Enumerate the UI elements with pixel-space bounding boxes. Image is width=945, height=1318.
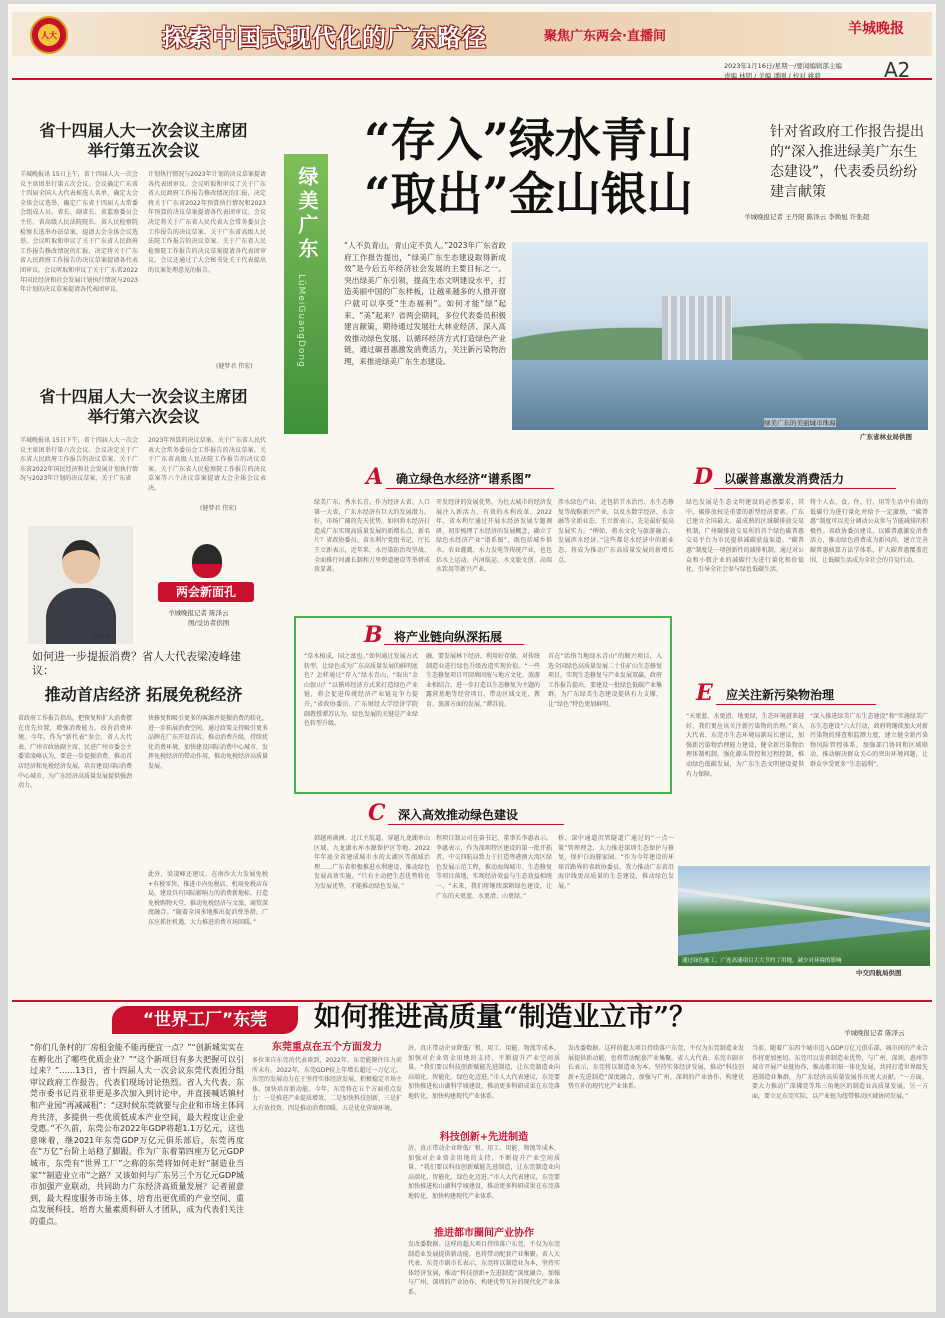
photo-towers	[662, 296, 732, 362]
bottom-byline: 羊城晚报记者 陈泽云	[844, 1029, 905, 1037]
zhuhai-city-photo	[512, 242, 928, 430]
bottom-tag: “世界工厂”东莞	[112, 1006, 298, 1034]
section-c-col2: 程项目制公司在奋书记、董事长李惠表示。李惠表示，作为深圳特区建设的第一批开拓者，中交四航局致力于打造粤港澳大湾区绿色发展示范工程，推动海绵城市、生态修复等项目落地，实现经济效益与生态效益相统一。“未来，我们将继续深耕绿色建设，让广东的天更蓝、水更清、山更绿。”	[436, 835, 552, 900]
photo-caption: 通过绿色施工，广连高速项目大大节约了用地，减少对环境的影响	[682, 958, 842, 964]
green-deck: 针对省政府工作报告提出的“深入推进绿美广东生态建设”，代表委员纷纷建言献策	[770, 124, 924, 200]
section-d-letter: D	[694, 464, 714, 490]
section-c-title: 深入高效推动绿色建设	[398, 808, 519, 822]
new-faces-col1: 省政府工作报告指出，把恢复和扩大消费摆在优先位置，增强消费能力，改善消费环境。今年，作为“新代表”参会，省人大代表、广州市政协副主席、民进广州市委会主委梁凌峰认为，要进一步提振消费，推动首店经济和免税经济发展，培育建设国际消费中心城市，为广东经济高质量发展提供强劲动力。	[18, 715, 132, 790]
bottom-headline: 如何推进高质量“制造业立市”？	[314, 1002, 697, 1033]
section-e-col1: “天更蓝、水更清、地更绿，生态环境越来越好，我们更应该关注新污染物的治理。”省人大代表、东莞市生态环境局副局长建议，加强新污染物治理能力建设，健全新污染物治理体制机制，强化源头管控和过程控制，推动绿色低碳发展，为广东生态文明建设提供有力保障。	[686, 713, 804, 778]
green-headline-line2: “取出”金山银山	[364, 167, 693, 221]
new-faces-question: 如何进一步提振消费？省人大代表梁凌峰建议：	[32, 650, 241, 677]
green-lead: “人不负青山，青山定不负人。”2023年广东省政府工作报告提出，“绿美广东生态建设取得新成效”是今后五年经济社会发展的主要目标之一。突出绿美广东引领，提高生态文明建设水平，打造美丽中国的广东样板，让越来越多的人推开窗户就可以享受“生态福利”。如何才能“绿”起来、“美”起来？省两会期间，多位代表委员积极建言献策，期待通过发展壮大林业经济、深入高效推动绿色发展、以循环经济方式打造绿色产业链，通过碳普惠激发消费活力，关注新污染物治理，来推进绿美广东生态建设。	[344, 241, 506, 366]
emblem-text: 人大	[41, 31, 57, 40]
new-faces-photo-credit: 图/受访者供图	[188, 619, 230, 627]
green-vertical-tab	[284, 154, 328, 434]
banner-date: 2023年1月16日/星期一/要闻编辑部主编	[724, 62, 842, 70]
new-faces-headline: 推动首店经济 拓展免税经济	[44, 685, 243, 704]
section-e-letter: E	[696, 680, 713, 706]
section-e-col2: “深入推进绿美广东生态建设”和“实施绿美广东生态建设”六大行动，政府将继续加大对新污染物的排查和监测力度，建立健全新污染物风险管控体系，加强部门协同和区域联动，推动解决群众关心的突出环境问题，让群众享受更多“生态福利”。	[810, 713, 928, 768]
bottom-col3a: 济，真正带动企业降低厂租、用工、用能、物流等成本，加强对企业资金用地的支持，不断提升产业空间质量。“我们要以科技创新赋能先进制造，让东莞制造业向高端化、智能化、绿色化迈进。”市人大代表建议，东莞要加快推进松山湖科学城建设，推动更多科研成果在东莞落地转化，加快构建现代产业体系。	[408, 1045, 560, 1100]
emblem-icon	[30, 16, 68, 54]
highway-photo-credit: 中交四航局供图	[856, 969, 902, 977]
section-a-col1: 绿美广东，秀水长青。作为经济大省、人口第一大省，广东水经济有巨大的发展潜力。好，市场广阔的先天优势。如何将水经济打造成广东实现高质量发展的新增长点，新名片？省政协委员、省水利厅党组书记、厅长王立新表示，近年来，水污染防治攻坚战、全面推行河湖长制和万里碧道建设等举措成效显著。	[314, 499, 430, 574]
section-b-col1: “草木植成，国之富也。”如何通过发展方式转型，让绿色成为广东高质量发展的鲜明底色？怎样通过“存入”绿水青山，“取出”金山银山？“以循环经济方式来打造绿色产业链，将会促进传统经济产业链竞争力提升，”省政协委员、广东财经大学经济学院副教授谭苏认为，绿色发展的关键是产业绿色转型升级。	[304, 653, 418, 728]
bottom-col5: 当前，随着广东四个城市迈入GDP万亿元俱乐部，城市间的产业合作将更加密切。东莞可以发挥制造业优势，与广州、深圳、惠州等城市开展产业链协作，推动都市圈一体化发展，共同打造世界级先进制造业集群，为广东经济高质量发展作出更大贡献。“一方面，要大力推动广深佛莞等珠三角地区的制造业高质量发展。另一方面，要立足东莞实际，以产业链为纽带推动区域协同发展。”	[752, 1045, 928, 1100]
section-a-letter: A	[366, 464, 384, 490]
section-b-box	[294, 616, 672, 794]
section-a-header	[366, 464, 566, 492]
article-title-line1: 省十四届人大一次会议主席团	[39, 121, 248, 140]
green-vertical-title: 绿美广东	[295, 166, 319, 262]
portrait-sig: 梁凌峰	[92, 634, 111, 641]
bottom-subhead-1: 东莞重点在五个方面发力	[272, 1042, 382, 1053]
green-byline: 羊城晚报记者 王丹阳 陈泽云 李焕旭 许张超	[744, 213, 870, 221]
section-d-col1: 绿色发展是生态文明建设的必然要求，其中，碳排放权是重要的新型经济要素。广东已建立全国最大、最成熟的区域碳排放交易机制，广州碳排放交易所的首个绿色碳普惠交易平台为市民提供减碳获益渠道。“碳普惠”制度是一项创新性的减排机制，通过对公众和小微企业的减碳行为进行量化和价值化，引导全社会参与绿色低碳生活。	[686, 499, 804, 574]
new-faces-reporter: 羊城晚报记者 陈泽云	[168, 609, 229, 617]
article-title-line2: 举行第五次会议	[87, 141, 200, 161]
green-headline-line1: “存入”绿水青山	[364, 113, 693, 167]
banner-title: 探索中国式现代化的广东路径	[162, 23, 487, 52]
bottom-subhead-2: 科技创新+先进制造	[439, 1132, 529, 1143]
newspaper-page	[8, 4, 936, 1312]
section-e-underline	[716, 704, 876, 705]
section-a-underline	[386, 488, 554, 489]
bottom-lead: “你们几条村的厂房租金能不能再便宜一点？”“创新城实实在在孵化出了哪些优质企业？”“这个新项目有多大把握可以引过来？”……13日，省十四届人大一次会议东莞代表团分组审议政府工作报告，代表们现场讨论热烈。省人大代表、东莞市委书记肖亚非更是多次加入到讨论中，并直接喊话镇村和产业园“再减减租”：“这时候东莞就要与企业和市场主体同舟共济，多提供一些优质低成本产业空间，最大程度让企业受惠。”不久前，东莞公布2022年GDP将超1.1万亿元，这也意味着，继2021年东莞GDP万亿元俱乐部后，东莞再度在“万亿”台阶上站稳了脚跟。作为广东着第四座万亿元GDP城市，东莞有“世界工厂”之称的东莞将如何走好“制造业当家”“制造业立市”之路？又该如何与广东另三个万亿元GDP城市加强产业联动，共同助力广东经济高质量发展？记者留意到，最大程度服务市场主体、培育出更优质的产业空间、重点发展科技、培育大量素质科研人才团队，成为代表们关注的重点。	[30, 1043, 244, 1226]
section-b-col3: 首在“活络当地绿水青山”的顺兴项目，入选全国绿色高质量发展二十佳矿山生态修复项目，实现生态修复与产业发展双赢。政府工作报告提出，要建设一批绿色低碳产业集群，为广东绿美生态建设提供有力支撑，让“绿色”特色更加鲜明。	[548, 653, 662, 708]
section-c-col3: 桥、深中通道沉管隧道广通过的“一点一策”管理理念，大力推进深圳生态保护与修复，保护白海豚家园。“作为今年建设的环球首路界的省政协委员，我力推动广东省沿海岸线更高质量的生态建设，推动绿色发展。”	[558, 835, 674, 890]
article-body-col1: 羊城晚报讯 15日下午，省十四届人大一次会议主席团举行第六次会议。会议决定关于广东省人民政府工作报告的决议草案、关于广东省2022年国民经济和社会发展计划执行情况与2023年计划的决议草案、关于广东省	[20, 437, 138, 483]
section-c-col1: 韩越南满洲、北江主航道、穿越九龙湖单山区域、九龙湖水库水源保护区等地。2022年年底全省建成城市水的太湖区等湖域治理……广东省积极推进水利建设，推动绿色发展高效实施。“只有主动把生态优势转化为发展优势，才能推动绿色发展。”	[314, 835, 430, 890]
highway-photo	[678, 866, 930, 966]
bottom-col3c: 发改委数据。这样的超大项目持续落户东莞，不仅为东莞制造业发展提供新动能，也将带动配套产业集聚。省人大代表、东莞市副市长表示，东莞将以制造业为本，坚持实体经济发展，推动“科技创新+先进制造”深度融合，加强与广州、深圳的产业协作，构建优势互补的现代化产业体系。	[408, 1241, 560, 1296]
article-title-line2: 举行第六次会议	[87, 407, 200, 427]
article-body-col1: 羊城晚报讯 15日上午，省十四届人大一次会议主席团举行第五次会议。会议确定广东省十四届全国人大代表候选人名单，确定大会全体会议选举，确定广东省十四届人大常委会组成人员。省长、副省长、省监察委员会主任、省高级人民法院院长、省人民检察院检察长选举办法草案，提请大会全体会议选举。会议听取和审议了关于广东省人民政府工作报告修改情况的汇报，决定将关于广东省人民政府工作报告的决议草案提请各代表团审议。会议听取和审议了关于广东省2022年国民经济和社会发展计划执行情况与2023年计划的决议草案提请各代表团审议。	[20, 171, 138, 294]
photo-caption: 绿美广东的美丽城市珠海	[764, 419, 836, 427]
newspaper-logo: 羊城晚报	[848, 21, 904, 37]
section-c-header	[368, 800, 588, 828]
portrait-head	[62, 540, 100, 584]
section-d-underline	[714, 488, 896, 489]
section-b-header	[364, 622, 564, 648]
new-faces-col2: 快修复和吸引更多的客源并提振消费的转化，进一步拓展消费空间，通过政策支持吸引更多品牌在广东开设首店，推动消费升级，持续优化消费环境，加快建设国际消费中心城市，发挥免税经济的带动作用，推动免税经济高质量发展。	[148, 715, 268, 770]
section-c-letter: C	[368, 800, 386, 826]
bottom-subhead-3: 推进都市圈间产业协作	[434, 1228, 534, 1239]
section-e-title: 应关注新污染物治理	[726, 688, 835, 702]
section-a-col3: 涉水绿色产业，还包括节水治污、水生态修复等战略新兴产业，以及水数字经济、水金融等全新业态。王立新表示，先是最好提高发展实力。“例如，将水文化与旅游融合，发展滨水经济。”这些都是水经济中的新业态，将成为推动广东高质量发展的新增长点。	[558, 499, 674, 564]
section-b-col2: 融，要发展林下经济，利用好存储，对传统制造业进行绿色升级改造实现价值。“一些生态修复项目可回填固废与地方文化、旅游业相结合，进一步打造以生态修复为主题的露营基地等经营项目，带动区域文化、教育、旅游方面的发展，”谭苏说。	[426, 653, 540, 708]
section-d-col2: 将个人衣、食、住、行、用等生活中有效的低碳行为进行量化并给予一定激励，“碳普惠”制度可以充分调动公众参与节能减排的积极性。省政协委员建议，以碳普惠激发消费活力，推动绿色消费成为新风尚，建立完善碳普惠核算方法学体系，扩大碳普惠覆盖范围，让低碳生活成为全社会的自觉行动。	[810, 499, 928, 564]
new-faces-col3: 此外，梁凌峰还建议，在南沙大力发展免税+有税零售，推进市内免税店、机场免税店布局，建设具有国际影响力的消费新地标，打造免税购物天堂，推动免税经济与文旅、商贸深度融合。“随着全国多地推出促消费举措，广东应抓住机遇，大力推进消费市场回暖。”	[148, 871, 268, 926]
section-a-title: 确立绿色水经济“谱系图”	[396, 472, 532, 486]
zhuhai-photo-credit: 广东省林业局供图	[860, 433, 912, 441]
page-number: A2	[884, 58, 911, 82]
photo-river	[678, 906, 930, 957]
section-d-header	[694, 464, 924, 492]
article-byline: (健梦君 伟宏)	[216, 363, 253, 370]
bottom-col3b: 济，真正带动企业降低厂租、用工、用能、物流等成本，加强对企业资金用地的支持，不断提升产业空间质量。“我们要以科技创新赋能先进制造，让东莞制造业向高端化、智能化、绿色化迈进。”市人大代表建议，东莞要加快推进松山湖科学城建设，推动更多科研成果在东莞落地转化，加快构建现代产业体系。	[408, 1145, 560, 1200]
green-vertical-pinyin: LüMeiGuangDong	[296, 274, 306, 368]
section-b-letter: B	[364, 622, 383, 648]
section-e-header	[696, 680, 926, 708]
left-article-6th-meeting	[16, 388, 271, 520]
article-title-line1: 省十四届人大一次会议主席团	[39, 387, 248, 406]
article-byline: (健梦君 伟宏)	[200, 505, 237, 512]
left-article-5th-meeting	[16, 122, 271, 382]
section-a-col2: 开发经济的发展优势，为壮大城市的经济发展注入新活力，有效的水利改革。2022年，省水利厅通过开展水经济发展专题调研，初步梳理了水经济的发展概念，确立了绿色水经济产业“谱系图”，既包括城乡供水、农业灌溉、水力发电等传统产业，也包括水上运动、内河航运、水文旅文创、高端水饮用等新兴产业。	[436, 499, 552, 574]
banner-subtitle: 聚焦广东两会·直播间	[544, 29, 666, 44]
article-body-col2: 计划执行情况与2023年计划的决议草案提请各代表团审议。会议听取和审议了关于广东省人民政府工作报告修改情况的汇报，决定将关于广东省2022年预算执行情况和2023年预算的决议草案提请各代表团审议。会议决定将关于广东省人民代表大会常务委员会工作报告的决议草案、关于广东省高级人民法院工作报告的决议草案、关于广东省人民检察院工作报告的决议草案提请各代表团审议。会议还通过了大会秘书处关于代表提出的议案处理意见的报告。	[148, 171, 266, 274]
bottom-col4: 发改委数据。这样的超大项目持续落户东莞，不仅为东莞制造业发展提供新动能，也将带动配套产业集聚。省人大代表、东莞市副市长表示，东莞将以制造业为本，坚持实体经济发展，推动“科技创新+先进制造”深度融合，加强与广州、深圳的产业协作，构建优势互补的现代化产业体系。	[568, 1045, 744, 1091]
article-body-col2: 2023年预算的决议草案、关于广东省人民代表大会常务委员会工作报告的决议草案、关于广东省高级人民法院工作报告的决议草案、关于广东省人民检察院工作报告的决议草案等六个决议草案提请大会全体会议表决。	[148, 437, 266, 492]
banner-editors: 责编 林明 / 美编 潘刚 / 校对 姚毅	[724, 72, 821, 80]
new-faces-badge: 两会新面孔	[158, 582, 254, 602]
new-faces-avatar-icon	[192, 544, 222, 578]
portrait-photo	[28, 526, 133, 644]
section-b-title: 将产业链向纵深拓展	[394, 630, 503, 644]
section-d-title: 以碳普惠激发消费活力	[724, 472, 845, 486]
bottom-col2: 多位来自东莞的代表谈到，2022年，东莞能源住压力前所未有。2022年，东莞GDP较上年增长超过一万亿元，东莞的发展动力在于坚持实体经济发展，积极稳定市场主体，加快培育新动能。今年，东莞将在五个方面重点发力：一是推进产业提质增效，二是加快科技创新，三是扩大有效投资，四是推动消费回暖，五是优化营商环境。	[252, 1057, 402, 1112]
section-c-underline	[388, 824, 564, 825]
section-b-underline	[384, 644, 524, 645]
photo-water	[512, 360, 928, 430]
banner	[12, 8, 932, 80]
